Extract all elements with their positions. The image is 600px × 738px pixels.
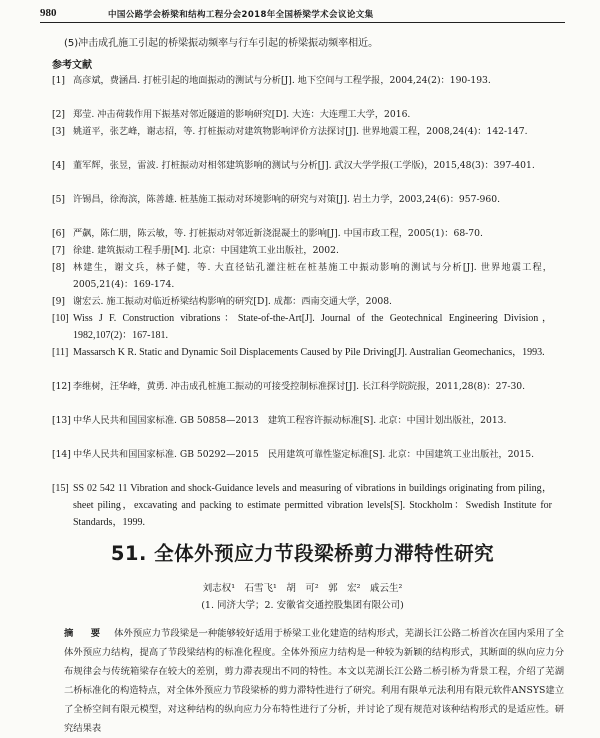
reference-item: [13] 中华人民共和国国家标准. GB 50858—2013 建筑工程容许振动标准[S]. 北京：中国计划出版社，2013. [52,415,507,426]
reference-item: [9] 谢宏云. 施工振动对临近桥梁结构影响的研究[D]. 成都：西南交通大学，2008. [52,296,392,307]
continued-conclusion: (5)冲击成孔施工引起的桥梁振动频率与行车引起的桥梁振动频率相近。 [64,38,379,49]
reference-item: [11] Massarsch K R. Static and Dynamic Soil Displacements Caused by Pile Driving[J]. Australian Geomechanics，1993. [52,347,545,358]
reference-item: [12] 李维树，汪华峰，黄勇. 冲击成孔桩施工振动的可接受控制标准探讨[J]. 长江科学院院报，2011,28(8)：27-30. [52,381,526,392]
reference-item: [7] 徐建. 建筑振动工程手册[M]. 北京：中国建筑工业出版社，2002. [52,245,339,256]
reference-item: [15] SS 02 542 11 Vibration and shock-Guidance levels and measuring of vibrations in buildings originating from piling，sheet piling，excavating and packing to estimate permitted vibration levels[S]. Stockholm：Swedish Institute for Standards，1999. [52,483,552,528]
header-rule [40,22,565,23]
article-authors: 刘志权¹ 石雪飞¹ 胡 可² 郭 宏² 戚云生² [202,583,403,594]
reference-item: [1] 高彦斌，费涵昌. 打桩引起的地面振动的测试与分析[J]. 地下空间与工程学报，2004,24(2)：190-193. [52,75,491,86]
reference-item: [10] Wiss J F. Construction vibrations：State-of-the-Art[J]. Journal of the Geotechnical Engineering Division，1982,107(2)：167-181. [52,313,552,341]
reference-item: [6] 严飙，陈仁朋，陈云敏，等. 打桩振动对邻近新浇混凝土的影响[J]. 中国市政工程，2005(1)：68-70. [52,228,483,239]
abstract [64,624,564,738]
references-heading: 参考文献 [52,60,92,71]
running-title: 中国公路学会桥梁和结构工程分会2018年全国桥梁学术会议论文集 [108,10,374,20]
article-affiliations: (1. 同济大学；2. 安徽省交通控股集团有限公司) [201,600,404,611]
reference-item: [14] 中华人民共和国国家标准. GB 50292—2015 民用建筑可靠性鉴定标准[S]. 北京：中国建筑工业出版社，2015. [52,449,535,460]
reference-item: [2] 郑莹. 冲击荷载作用下振基对邻近隧道的影响研究[D]. 大连：大连理工大学，2016. [52,109,411,120]
page-number: 980 [40,7,57,19]
article-title: 51. 全体外预应力节段梁桥剪力滞特性研究 [110,542,495,565]
abstract-label: 摘 要 [64,628,105,639]
reference-item: [4] 董军辉，张昱，雷波. 打桩振动对相邻建筑影响的测试与分析[J]. 武汉大学学报(工学版)，2015,48(3)：397-401. [52,160,535,171]
reference-item: [5] 许锡昌，徐海滨，陈善雄. 桩基施工振动对环境影响的研究与对策[J]. 岩土力学，2003,24(6)：957-960. [52,194,501,205]
reference-item: [3] 姚道平，张艺峰，谢志招，等. 打桩振动对建筑物影响评价方法探讨[J]. 世界地震工程，2008,24(4)：142-147. [52,126,528,137]
reference-item: [8] 林建生，谢文兵，林子健，等. 大直径钻孔灌注桩在桩基施工中振动影响的测试与分析[J]. 世界地震工程，2005,21(4)：169-174. [52,262,552,290]
abstract-text: 体外预应力节段梁是一种能够较好适用于桥梁工业化建造的结构形式，芜湖长江公路二桥首次在国内采用了全体外预应力结构，提高了节段梁结构的标准化程度。全体外预应力结构是一种较为新颖的结构形式，其断面的纵向应力分布规律会与传统箱梁存在较大的差别，剪力滞表现出不同的特性。本文以芜湖长江公路二桥引桥为背景工程，介绍了芜湖二桥标准化的构造特点，对全体外预应力节段梁桥的剪力滞特性进行了研究。利用有限单元法利用有限元软件ANSYS建立了全桥空间有限元模型，对这种结构的纵向应力分布特性进行了分析，并讨论了现有规范对该种结构形式的是适应性。研究结果表 [64,628,564,734]
running-header [40,7,565,21]
